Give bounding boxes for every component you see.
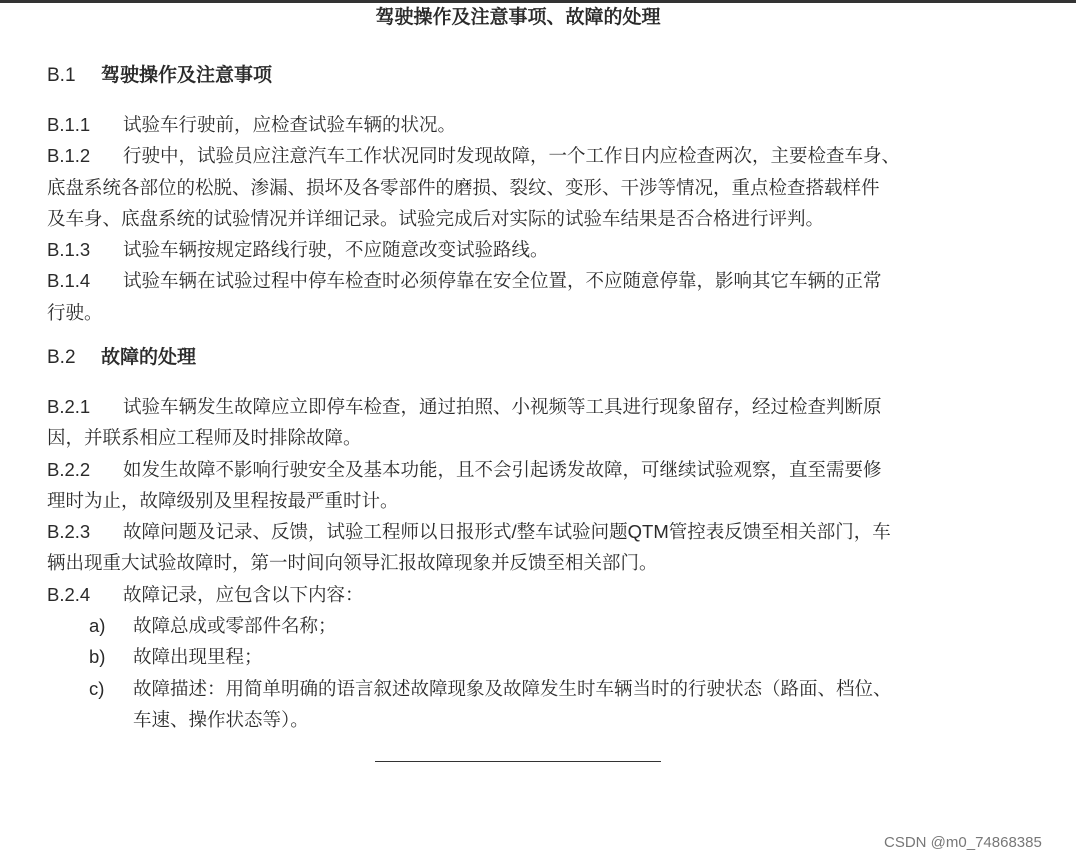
list-item — [47, 610, 1007, 641]
list-item-text: 故障总成或零部件名称； — [133, 615, 337, 637]
clause-text: 及车身、底盘系统的试验情况并详细记录。试验完成后对实际的试验车结果是否合格进行评判。 — [47, 207, 825, 229]
list-item-line — [47, 610, 1007, 641]
list-item-line — [47, 641, 1007, 672]
paragraph-line — [47, 203, 1007, 234]
clause-number: B.1.3 — [47, 239, 91, 261]
paragraph-line — [47, 172, 1007, 203]
paragraph — [47, 579, 1007, 610]
paragraph-line — [47, 422, 1007, 453]
list-item-text: 故障出现里程； — [133, 646, 263, 668]
clause-number: B.1.1 — [47, 114, 91, 135]
clause-number: B.1.4 — [47, 270, 91, 292]
paragraph-line — [47, 265, 1007, 296]
clause-text: 辆出现重大试验故障时，第一时间向领导汇报故障现象并反馈至相关部门。 — [47, 552, 658, 574]
paragraph-line — [47, 547, 1007, 578]
clause-number: B.2.3 — [47, 521, 91, 543]
paragraph-line — [47, 234, 1007, 265]
clause-text: 试验车辆在试验过程中停车检查时必须停靠在安全位置，不应随意停靠，影响其它车辆的正常 — [123, 270, 882, 292]
clause-text: 行驶中，试验员应注意汽车工作状况同时发现故障，一个工作日内应检查两次，主要检查车身、 — [123, 145, 901, 167]
paragraph-line — [47, 109, 1007, 140]
paragraph — [47, 234, 1007, 265]
clause-text: 试验车辆发生故障应立即停车检查，通过拍照、小视频等工具进行现象留存，经过检查判断原 — [123, 396, 882, 417]
section-title: 驾驶操作及注意事项 — [101, 65, 273, 86]
section-heading-b1 — [47, 62, 272, 90]
clause-text: 如发生故障不影响行驶安全及基本功能，且不会引起诱发故障，可继续试验观察，直至需要修 — [123, 458, 882, 480]
paragraph — [47, 109, 1007, 140]
clause-text: 试验车辆按规定路线行驶，不应随意改变试验路线。 — [123, 239, 549, 261]
section-number: B.2 — [47, 347, 76, 368]
paragraph — [47, 265, 1007, 328]
clause-text: 试验车行驶前，应检查试验车辆的状况。 — [123, 114, 457, 135]
document-title: 驾驶操作及注意事项、故障的处理 — [375, 7, 661, 28]
list-item — [47, 673, 1007, 736]
list-item-label: a) — [89, 615, 106, 637]
clause-text: 故障问题及记录、反馈，试验工程师以日报形式/整车试验问题QTM管控表反馈至相关部门，车 — [123, 521, 891, 543]
paragraph-line — [47, 140, 1007, 171]
list-item-line — [47, 673, 1007, 704]
paragraph-line — [47, 516, 1007, 547]
paragraph-line — [47, 485, 1007, 516]
list-item-label: c) — [89, 677, 105, 699]
list-item-label: b) — [89, 646, 106, 668]
clause-text: 底盘系统各部位的松脱、渗漏、损坏及各零部件的磨损、裂纹、变形、干涉等情况，重点检查搭载样件 — [47, 176, 880, 198]
paragraph-line — [47, 579, 1007, 610]
clause-text: 行驶。 — [47, 301, 103, 323]
clause-number: B.2.2 — [47, 458, 91, 480]
paragraph — [47, 391, 1007, 454]
section-b1-body — [47, 109, 1007, 328]
clause-text: 故障记录，应包含以下内容： — [123, 583, 364, 605]
list-item — [47, 641, 1007, 672]
clause-number: B.1.2 — [47, 145, 91, 167]
watermark: CSDN @m0_74868385 — [884, 834, 1042, 851]
paragraph — [47, 516, 1007, 579]
section-b2-body — [47, 391, 1007, 735]
clause-text: 理时为止，故障级别及里程按最严重时计。 — [47, 489, 399, 511]
top-border — [0, 0, 1076, 3]
paragraph — [47, 140, 1007, 234]
end-rule — [375, 761, 661, 762]
clause-number: B.2.4 — [47, 583, 91, 605]
list-item-text: 车速、操作状态等）。 — [133, 708, 309, 730]
section-title: 故障的处理 — [101, 347, 197, 368]
section-heading-b2 — [47, 344, 196, 372]
section-number: B.1 — [47, 65, 76, 86]
clause-number: B.2.1 — [47, 396, 91, 417]
list-item-line — [47, 704, 1007, 735]
clause-text: 因，并联系相应工程师及时排除故障。 — [47, 427, 362, 449]
paragraph-line — [47, 391, 1007, 422]
list-item-text: 故障描述：用简单明确的语言叙述故障现象及故障发生时车辆当时的行驶状态（路面、档位、 — [133, 677, 892, 699]
paragraph-line — [47, 297, 1007, 328]
paragraph — [47, 454, 1007, 517]
paragraph-line — [47, 454, 1007, 485]
